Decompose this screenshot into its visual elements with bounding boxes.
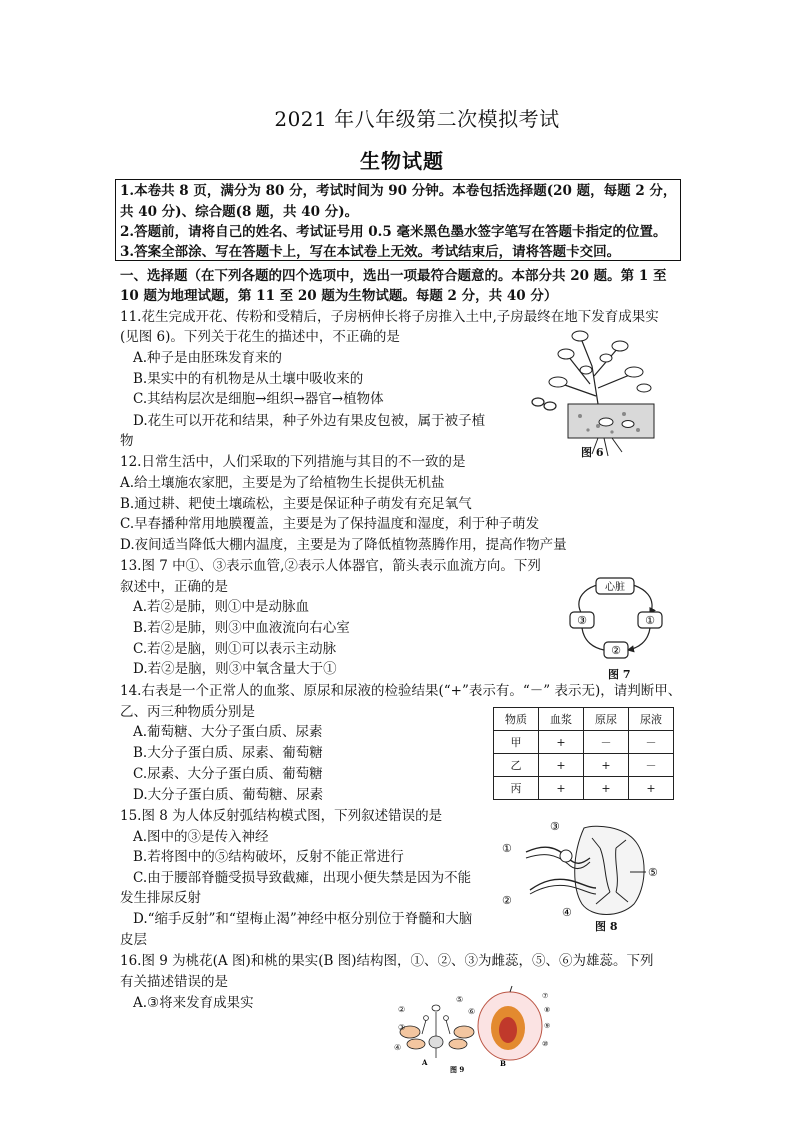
table-cell: + [629,777,674,800]
option-c: C.若②是脑，则①可以表示主动脉 [133,641,337,657]
label-4: ④ [394,1043,402,1052]
option-b: B.果实中的有机物是从土壤中吸收来的 [133,371,364,387]
question-stem: 有关描述错误的是 [120,974,228,990]
option-c-continued: 发生排尿反射 [120,890,201,906]
test-results-table [493,707,674,800]
table-cell: + [539,754,584,777]
table-cell: 丙 [494,777,539,800]
label-5: ⑤ [456,995,464,1004]
option-d: D.“缩手反射”和“望梅止渴”神经中枢分别位于脊髓和大脑 [133,911,473,927]
label-2: ② [502,894,512,907]
question-stem: 13.图 7 中①、③表示血管,②表示人体器官，箭头表示血流方向。下列 [120,558,541,574]
peanut-plant-figure [528,326,668,458]
label-3: ③ [550,820,560,833]
option-d-continued: 物 [120,433,134,449]
heart-label: 心脏 [605,582,625,593]
label-6: ⑥ [468,1007,476,1016]
option-a: A.给土壤施农家肥，主要是为了给植物生长提供无机盐 [120,475,445,491]
node-label: ① [645,614,655,627]
table-cell: + [584,754,629,777]
label-3: ③ [398,1023,406,1032]
question-stem: 乙、丙三种物质分别是 [120,704,255,720]
table-cell: 甲 [494,731,539,754]
option-b: B.若②是肺，则③中血液流向右心室 [133,620,350,636]
figure-caption: 图 9 [450,1065,465,1074]
label-8: ⑧ [544,1006,551,1014]
label-5: ⑤ [648,866,658,879]
question-stem: 15.图 8 为人体反射弧结构模式图，下列叙述错误的是 [120,808,443,824]
reflex-arc-diagram [496,818,662,922]
option-a: A.③将来发育成果实 [133,995,254,1011]
table-cell: － [629,731,674,754]
option-a: A.图中的③是传入神经 [133,829,269,845]
option-c: C.早春播种常用地膜覆盖，主要是为了保持温度和湿度，利于种子萌发 [120,516,540,532]
option-a: A.葡萄糖、大分子蛋白质、尿素 [133,724,323,740]
question-stem: (见图 6)。下列关于花生的描述中，不正确的是 [120,329,400,345]
instruction-line: 共 40 分)、综合题(8 题，共 40 分)。 [120,204,359,220]
option-c: C.其结构层次是细胞→组织→器官→植物体 [133,391,384,407]
table-header: 物质 [494,708,539,731]
subject-title: 生物试题 [360,149,444,173]
section-heading: 10 题为地理试题，第 11 至 20 题为生物试题。每题 2 分，共 40 分） [120,288,558,304]
question-stem: 叙述中，正确的是 [120,579,228,595]
figure-caption: 图 6 [581,446,604,459]
instruction-line: 1.本卷共 8 页，满分为 80 分，考试时间为 90 分钟。本卷包括选择题(20 题，每题 2 分， [120,183,677,199]
label-7: ⑦ [542,992,549,1000]
option-b: B.通过耕、耙使土壤疏松，主要是保证种子萌发有充足氧气 [120,496,472,512]
table-header: 尿液 [629,708,674,731]
option-d: D.大分子蛋白质、葡萄糖、尿素 [133,787,324,803]
option-d: D.花生可以开花和结果，种子外边有果皮包被，属于被子植 [133,413,486,429]
node-label: ③ [577,614,587,627]
option-d: D.夜间适当降低大棚内温度，主要是为了降低植物蒸腾作用，提高作物产量 [120,537,567,553]
option-b: B.大分子蛋白质、尿素、葡萄糖 [133,745,323,761]
question-stem: 11.花生完成开花、传粉和受精后，子房柄伸长将子房推入土中,子房最终在地下发育成果实 [120,309,659,325]
option-a: A.若②是肺，则①中是动脉血 [133,599,310,615]
option-c: C.尿素、大分子蛋白质、葡萄糖 [133,766,323,782]
figure-label-a: A [422,1058,428,1067]
table-cell: － [629,754,674,777]
exam-title: 2021 年八年级第二次模拟考试 [274,107,560,131]
question-stem: 12.日常生活中，人们采取的下列措施与其目的不一致的是 [120,454,466,470]
table-cell: + [539,731,584,754]
option-c: C.由于腰部脊髓受损导致截瘫，出现小便失禁是因为不能 [133,870,472,886]
option-b: B.若将图中的⑤结构破坏，反射不能正常进行 [133,849,404,865]
circulation-diagram [560,576,670,660]
table-header-row [494,708,674,731]
table-cell: + [584,777,629,800]
figure-caption: 图 7 [608,668,631,681]
table-cell: + [539,777,584,800]
node-label: ② [611,644,621,657]
label-9: ⑨ [544,1022,551,1030]
question-stem: 16.图 9 为桃花(A 图)和桃的果实(B 图)结构图，①、②、③为雌蕊，⑤、⑥为雄蕊。下列 [120,953,654,969]
section-heading: 一、选择题（在下列各题的四个选项中，选出一项最符合题意的。本部分共 20 题。第 1 至 [120,268,667,284]
table-header: 血浆 [539,708,584,731]
label-10: ⑩ [542,1040,549,1048]
figure-label-b: B [500,1059,506,1068]
table-cell: 乙 [494,754,539,777]
table-row [494,731,674,754]
table-cell: － [584,731,629,754]
question-stem: 14.右表是一个正常人的血浆、原尿和尿液的检验结果(“+”表示有。“－” 表示无)，请判断甲、 [120,683,682,699]
option-a: A.种子是由胚珠发育来的 [133,350,283,366]
option-d-continued: 皮层 [120,932,147,948]
figure-caption: 图 8 [595,920,618,933]
label-1: ① [502,842,512,855]
table-row [494,754,674,777]
label-4: ④ [562,906,572,919]
label-2: ② [398,1005,406,1014]
option-d: D.若②是脑，则③中氧含量大于① [133,661,337,677]
instruction-line: 2.答题前，请将自己的姓名、考试证号用 0.5 毫米黑色墨水签字笔写在答题卡指定的位置。 [120,224,667,240]
table-row [494,777,674,800]
peach-flower-fruit-diagram [392,988,560,1074]
table-header: 原尿 [584,708,629,731]
instruction-line: 3.答案全部涂、写在答题卡上，写在本试卷上无效。考试结束后，请将答题卡交回。 [120,244,621,260]
